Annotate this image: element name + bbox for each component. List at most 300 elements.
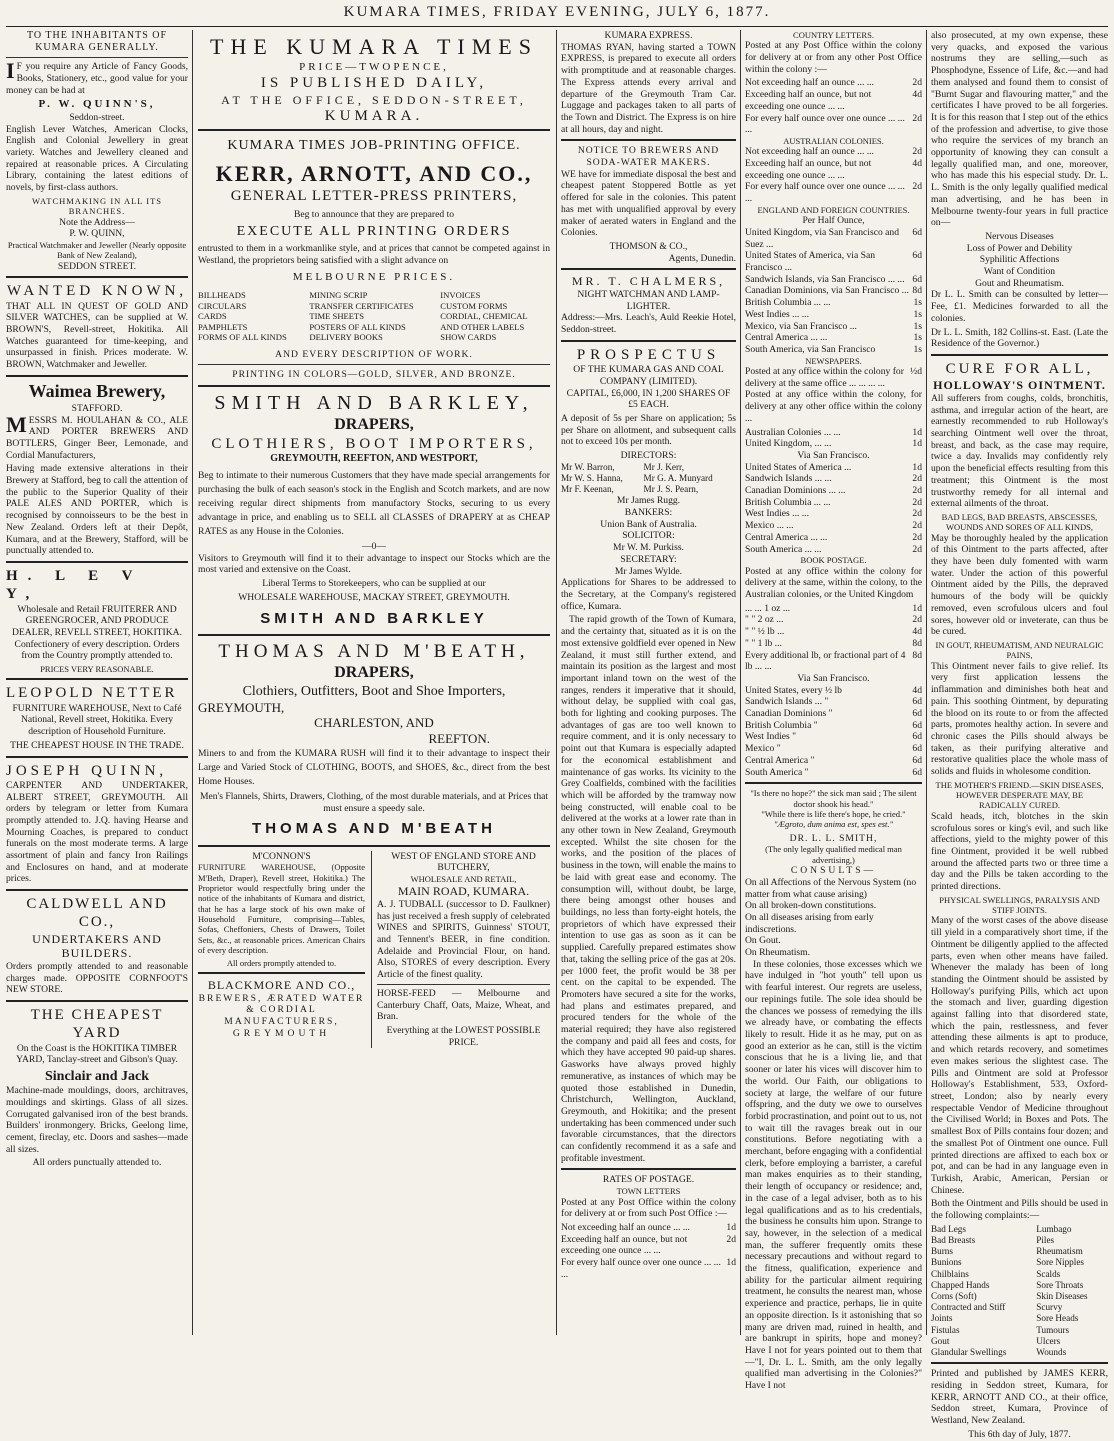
list-item: 6d [912, 273, 922, 285]
list-item: West Indies " [745, 731, 797, 743]
postage-heading: RATES OF POSTAGE. [602, 1174, 695, 1186]
waimea-place: STAFFORD. [71, 402, 123, 414]
both-heading: Both the Ointment and Pills should be used in the following complaints:— [931, 1198, 1108, 1222]
list-item: Central America ... ... [745, 531, 828, 543]
west-horse: HORSE-FEED — Melbourne and Canterbury Chaff, Oats, Maize, Wheat, and Bran. [377, 987, 550, 1023]
chalmers-sub: NIGHT WATCHMAN AND LAMP-LIGHTER. [577, 288, 720, 312]
list-item: Joints [931, 1313, 953, 1324]
masthead: KUMARA TIMES, FRIDAY EVENING, JULY 6, 1877. [343, 4, 771, 20]
list-item: 2d [912, 485, 922, 497]
country-heading: COUNTRY LETTERS. [793, 30, 874, 40]
gout-body: This Ointment never fails to give relief. Its very first application lessens the inflammation and diminishes both heat and pain. This soothing Ointment, by depurating the blood on its route to or from the affected parts, promotes healthy action. In severe and chronic cases the Pills should always be taken, as their purifying alterative and restorative qualities place the whole mass of solids and fluids in wholesome condition. [931, 660, 1108, 778]
kerr-body: entrusted to them in a workmanlike style, and at prices that cannot be competed against in Westland, the proprietors being satisfied with a slight advance on [198, 243, 550, 267]
bad-legs-body: May be thoroughly healed by the application of this Ointment to the parts affected, after they have been duly fomented with warm water. Under the action of this powerful Ointment aided by the Pills, the depraved humours of the body will be quickly removed, even scrofulous ulcers and foul sores, however old or inveterate, can thus be be cured. [931, 532, 1108, 638]
list-item: For every half ounce over one ounce ... ... ... [745, 112, 905, 136]
list-item: 1s [913, 297, 922, 309]
news-rates [745, 427, 922, 450]
caldwell-advert [6, 895, 188, 996]
list-item: Burns [931, 1246, 953, 1257]
town-letters: TOWN LETTERS [616, 1186, 681, 1197]
quote1: "Is there no hope?" the sick man said ; The silent doctor shook his head." [750, 788, 917, 809]
list-item: British Columbia ... ... [745, 297, 831, 309]
times-office: AT THE OFFICE, SEDDON-STREET, [221, 92, 527, 107]
list-item: Want of Condition [983, 266, 1056, 278]
bankers: Union Bank of Australia. [600, 518, 697, 530]
smith-places: GREYMOUTH, REEFTON, AND WESTPORT, [270, 453, 478, 465]
list-item: United States of America ... [745, 461, 852, 473]
caldwell-sub: UNDERTAKERS AND BUILDERS. [32, 931, 162, 961]
list-item: Sandwich Islands, via San Francisco ... ... [745, 273, 905, 285]
list-item: ... ... 1 oz ... [745, 602, 791, 614]
secretary: Mr James Wylde. [614, 565, 683, 577]
mcconnon-heading: M'CONNON'S [252, 850, 311, 862]
list-item: South America ... ... [745, 543, 822, 555]
list-item: 1s [913, 332, 922, 344]
list-item: Exceeding half an ounce, but not exceeding one ounce ... ... [561, 1233, 688, 1257]
smith-cont: also prosecuted, at my own expense, these very quacks, and exposed the various nostrums they are selling,—such as Phosphodyne, Essence of Life, &c.—and had them analysed and found them to consist of "Burnt Sugar and flavouring matter," and the certificates I have proved to be all forgeries. It is for this reason that I step out of the ethics of the profession and advertise, to give those who require the services of my branch an opportunity of knowing they can consult a legally qualified man, and one, moreover, who has made this his especial study. Dr. L. L. Smith is the only legally qualified medical man advertising, and he has been in Melbourne twenty-four years in full practice on— [931, 30, 1108, 229]
west-advert [371, 851, 550, 1049]
table-row [198, 311, 550, 321]
smith-heading: SMITH AND BARKLEY, [214, 392, 534, 415]
smith-liberal: Liberal Terms to Storekeepers, who can be supplied at our [262, 578, 486, 590]
times-price: PRICE—TWOPENCE, [299, 60, 449, 73]
list-item: Piles [1036, 1234, 1055, 1245]
west-sub: WHOLESALE AND RETAIL, [410, 873, 517, 884]
list-item: Central America " [745, 754, 815, 766]
list-item: CORDIAL, CHEMICAL [440, 311, 528, 322]
list-item: BILLHEADS [198, 290, 246, 301]
table-row [931, 1280, 1108, 1291]
prospectus-capital: CAPITAL, £6,000, IN 1,200 SHARES OF £5 EACH. [566, 387, 731, 411]
table-row [198, 290, 550, 300]
list-item: West Indies ... ... [745, 308, 809, 320]
column-5 [931, 30, 1108, 1440]
quinn-name: P. W. QUINN'S, [38, 98, 156, 111]
table-row [931, 1313, 1108, 1324]
quinn-list: English Lever Watches, American Clocks, English and Colonial Jewellery in great variety. Watches and Jewellery cleaned and repaired at reasonable prices. A Circulating Library, containing the latest editions of novels, by first-class authors. [6, 123, 188, 194]
foreign-heading: ENGLAND AND FOREIGN COUNTRIES. [757, 204, 910, 215]
levy-heading: H. L E V Y, [6, 567, 143, 603]
list-item: 2d [912, 531, 922, 543]
table-row [745, 685, 922, 697]
table-row [198, 301, 550, 311]
town-letters-body: Posted at any Post Office within the colony for delivery at or from such Post Office :— [561, 1196, 736, 1220]
table-row [561, 462, 736, 473]
netter-advert [6, 684, 188, 751]
table-row [745, 297, 922, 309]
list-item: 2d [912, 112, 922, 124]
table-row [745, 89, 922, 112]
book-body: Posted at any office within the colony for delivery at the same, within the colony, to the Australian colonies, or the United Kingdom [745, 565, 922, 601]
list-item: 1s [913, 320, 922, 332]
jquinn-advert [6, 762, 188, 886]
list-item: On all Affections of the Nervous System (no matter from what cause arising) [745, 876, 917, 900]
brewers-sign: THOMSON & CO., [609, 240, 688, 252]
list-item: For every half ounce over one ounce ... ... ... [561, 1257, 721, 1280]
waimea-heading: Waimea Brewery, [28, 380, 166, 401]
list-item: On Gout. [745, 935, 781, 947]
waimea-advert [6, 381, 188, 557]
table-row [931, 1235, 1108, 1246]
news-first: ½d [910, 366, 922, 378]
list-item: CIRCULARS [198, 300, 247, 311]
wanted-heading: WANTED KNOWN, [6, 283, 188, 300]
applications: Applications for Shares to be addressed to the Secretary, at the Company's registered office, Kumara. [561, 577, 736, 612]
list-item: Exceeding half an ounce, but not exceeding one ounce ... ... [745, 89, 872, 112]
list-item: Exceeding half an ounce, but not exceeding one ounce ... ... [745, 158, 872, 181]
list-item: 2d [912, 508, 922, 520]
column-rule [556, 30, 557, 1335]
times-pub: IS PUBLISHED DAILY, [260, 75, 488, 92]
kerr-every: AND EVERY DESCRIPTION OF WORK. [275, 348, 473, 360]
list-item: DELIVERY BOOKS [309, 332, 383, 343]
times-advert [198, 34, 550, 125]
director-last: Mr James Rugg. [616, 495, 681, 507]
kerr-announce: Beg to announce that they are prepared to [293, 208, 455, 220]
table-row [931, 1291, 1108, 1302]
table-row [198, 332, 550, 342]
kerr-heading: KERR, ARNOTT, AND CO., [215, 160, 533, 186]
list-item: " " 2 oz ... [745, 614, 784, 626]
book-via: Via San Francisco. [797, 672, 870, 684]
bottom-adverts [198, 851, 550, 1049]
smith-drapers: DRAPERS, [334, 416, 414, 434]
list-item: 6d [912, 766, 922, 778]
list-item: 1d [912, 438, 922, 450]
job-office: KUMARA TIMES JOB-PRINTING OFFICE. [227, 138, 521, 154]
table-row [745, 250, 922, 273]
list-item: United Kingdom, via San Francisco and Suez ... [745, 226, 900, 250]
table-row [745, 227, 922, 250]
table-row [745, 309, 922, 321]
list-item: Not exceeding half an ounce ... ... [561, 1221, 690, 1233]
caldwell-heading: CALDWELL AND CO., [26, 896, 168, 931]
news-via: Via San Francisco. [797, 449, 870, 461]
smith-barkley-advert: SMITH AND BARKLEY, DRAPERS, CLOTHIERS, BOOT IMPORTERS, GREYMOUTH, REEFTON, AND WESTPORT, Beg to intimate to their numerous Customers that they have made special arrangements for purchasing the bulk of each season's stock in the English and Scotch markets, and are now receiving regular direct shipments from manufactory Stocks, securing to us every advantage in price, and enabling us to SELL all CLASSES of DRAPERY at as CHEAP RATES as any House in the Colonies. —0— Visitors to Greymouth will find it to their advantage to inspect our Stocks which are the most varied and extensive on the Coast. Liberal Terms to Storekeepers, who can be supplied at our WHOLESALE WAREHOUSE, MACKAY STREET, GREYMOUTH. SMITH AND BARKLEY [198, 392, 550, 627]
list-item: British Columbia ... ... [745, 496, 831, 508]
table-row [745, 767, 922, 779]
aus-heading: AUSTRALIAN COLONIES. [783, 135, 884, 146]
blackmore-town: GREYMOUTH [232, 1027, 331, 1039]
news-body: Posted at any office within the colony for delivery at the same office ... ... ... ... [745, 366, 904, 389]
table-row [561, 1222, 736, 1234]
book-extra: Every additional lb, or fractional part of 4 lb ... ... [745, 649, 906, 673]
list-item: 1d [726, 1221, 736, 1233]
kerr-melb: MELBOURNE PRICES. [292, 270, 456, 283]
list-item: Sore Throats [1036, 1279, 1084, 1290]
kerr-execute: EXECUTE ALL PRINTING ORDERS [236, 224, 512, 240]
list-item: 2d [912, 543, 922, 555]
list-item: 2d [912, 181, 922, 193]
table-row [931, 1302, 1108, 1313]
list-item: Chapped Hands [931, 1279, 990, 1290]
chalmers-addr: Address:—Mrs. Leach's, Auld Reekie Hotel, Seddon-street. [561, 312, 736, 336]
list-item: 1s [913, 343, 922, 355]
brown-advert [6, 282, 188, 371]
list-item: FORMS OF ALL KINDS [198, 332, 287, 343]
smith-name: DR. L. L. SMITH, [789, 832, 878, 844]
list-item: United States, every ½ lb [745, 684, 842, 696]
prospectus-deposit: A deposit of 5s per Share on application; 5s per Share on allotment, and subsequent calls not to exceed 10s per month. [561, 412, 736, 448]
tm-sub: Clothiers, Outfitters, Boot and Shoe Importers, [242, 683, 506, 699]
brewers-heading: NOTICE TO BREWERS AND SODA-WATER MAKERS. [577, 145, 720, 169]
list-item: " " 1 lb ... [745, 637, 782, 649]
list-item: 1d [912, 426, 922, 438]
foreign-rates [745, 227, 922, 356]
table-row [745, 285, 922, 297]
list-item: 6d [912, 743, 922, 755]
table-row [745, 427, 922, 439]
table-row [745, 497, 922, 509]
table-row [561, 473, 736, 484]
table-row [561, 1234, 736, 1257]
news-via-rates [745, 462, 922, 556]
quinn-heading: TO THE INHABITANTS OF KUMARA GENERALLY. [26, 30, 168, 54]
list-item: South America, via San Francisco [745, 343, 876, 355]
list-item: INVOICES [440, 290, 481, 301]
gout: IN GOUT, RHEUMATISM, AND NEURALGIC PAINS, [935, 639, 1104, 661]
list-item: Mr J. Kerr, [643, 461, 685, 472]
list-item: 6d [912, 731, 922, 743]
list-item: 8d [912, 637, 922, 649]
cure-heading: CURE FOR ALL, [945, 360, 1094, 377]
netter-body: FURNITURE WAREHOUSE, Next to Café National, Revell street, Hokitika. Every description of Household Furniture. [12, 702, 182, 738]
express-body: THOMAS RYAN, having started a TOWN EXPRESS, is prepared to execute all orders with promptitude and at reasonable charges. The Express attends every arrival and departure of the Greymouth Tram Car. Luggage and packages taken to all parts of the Town and District. The Express is on hire at all hours, day and night. [561, 41, 736, 135]
express-heading: KUMARA EXPRESS. [604, 30, 693, 41]
tm-bar: THOMAS AND M'BEATH [252, 820, 496, 838]
quinn-addr2: Practical Watchmaker and Jeweller (Nearly opposite Bank of New Zealand), [7, 239, 187, 261]
table-row [745, 731, 922, 743]
list-item: Bad Breasts [931, 1234, 976, 1245]
list-item: Sandwich Islands ... " [745, 696, 829, 708]
country-body: Posted at any Post Office within the colony for delivery at or from any other Post Office within the colony :— [745, 40, 922, 75]
list-item: Gout [931, 1335, 950, 1346]
list-item: On all diseases arising from early indiscretions. [745, 911, 874, 935]
list-item: Skin Diseases [1036, 1291, 1088, 1302]
yard-advert [6, 1006, 188, 1169]
list-item: TRANSFER CERTIFICATES [309, 300, 414, 311]
list-item: CUSTOM FORMS [440, 300, 508, 311]
list-item: Tumours [1036, 1324, 1070, 1335]
book-heading: BOOK POSTAGE. [800, 555, 867, 566]
table-row [745, 520, 922, 532]
table-row [745, 638, 922, 650]
list-item: 1d [726, 1257, 736, 1269]
table-row [931, 1246, 1108, 1257]
table-row [931, 1257, 1108, 1268]
mcconnon-body: FURNITURE WAREHOUSE, (Opposite M'Beth, Draper), Revell street, Hokitika.) The Proprietor would respectfully bring under the notice of the inhabitants of Kumara and district, that he has a large stock of his own make of Household Furniture, comprising—Tables, Sofas, Cheffoniers, Chests of Drawers, Toilet Sets, &c., at reasonable prices. American Chairs of every description. [198, 862, 366, 956]
list-item: British Columbia " [745, 719, 818, 731]
sinclair-heading: Sinclair and Jack [45, 1069, 149, 1085]
quote2: "While there is life there's hope, he cried." [761, 809, 906, 819]
column-3 [561, 30, 736, 1335]
west-addr: MAIN ROAD, KUMARA. [397, 884, 530, 899]
wanted-body: THAT ALL IN QUEST OF GOLD AND SILVER WATCHES, can be supplied at W. BROWN'S, Revell-street, Hokitika. All Watches guaranteed for time-keeping, and unsurpassed in finish. Prices moderate. W. BROWN, Watchmaker and Jeweller. [6, 300, 188, 371]
list-item: 6d [912, 708, 922, 720]
list-item: West Indies ... ... [745, 508, 809, 520]
list-item: 6d [912, 250, 922, 262]
list-item: Canadian Dominions " [745, 708, 833, 720]
list-item: 4d [912, 89, 922, 101]
table-row [745, 366, 922, 389]
prospectus-heading: PROSPECTUS [576, 346, 721, 363]
list-item: Wounds [1036, 1347, 1067, 1358]
list-item: Contracted and Stiff [931, 1302, 1006, 1313]
list-item: 2d [912, 146, 922, 158]
levy-prices: PRICES VERY REASONABLE. [40, 664, 154, 675]
levy-body: Wholesale and Retail FRUITERER AND GREENGROCER, AND PRODUCE DEALER, REVELL STREET, HOKITIKA. Confectionery of every description. Orders from the Country promptly attended to. [12, 603, 182, 662]
list-item: Sore Nipples [1036, 1257, 1084, 1268]
holloway-heading: HOLLOWAY'S OINTMENT. [933, 378, 1106, 393]
print-date: This 6th day of July, 1877. [968, 1428, 1071, 1440]
list-item: Loss of Power and Debility [966, 242, 1073, 254]
list-item: Rheumatism [1036, 1246, 1083, 1257]
list-item: 4d [912, 684, 922, 696]
list-item: Sandwich Islands ... ... [745, 473, 832, 485]
printed-by: Printed and published by JAMES KERR, residing in Seddon street, Kumara, for KERR, ARNOTT AND CO., at their office, Seddon street, Kumara, Province of Westland, New Zealand. [931, 1368, 1108, 1427]
list-item: 2d [912, 77, 922, 89]
table-row [745, 158, 922, 181]
mcconnon-end: All orders promptly attended to. [226, 957, 337, 968]
column-rule [192, 30, 193, 1335]
list-item: 6d [912, 696, 922, 708]
country-rates [745, 77, 922, 136]
smith-bar: SMITH AND BARKLEY [260, 609, 488, 627]
quinn-watchmaking: WATCHMAKING IN ALL ITS BRANCHES. [31, 195, 163, 217]
list-item: Sore Heads [1036, 1313, 1079, 1324]
table-row [745, 438, 922, 450]
mcconnon-blackmore-adverts [198, 851, 365, 1049]
list-item: Syphilitic Affections [979, 254, 1060, 266]
swellings: PHYSICAL SWELLINGS, PARALYSIS AND STIFF JOINTS. [939, 894, 1100, 916]
list-item: 1d [912, 461, 922, 473]
list-item: PAMPHLETS [198, 321, 248, 332]
list-item: Mr J. S. Pearn, [643, 484, 699, 495]
smith-body: Beg to intimate to their numerous Customers that they have made special arrangements for purchasing the bulk of each season's stock in the English and Scotch markets, and are now receiving regular direct shipments from manufactory Stocks, securing to us every advantage in price, and enabling us to SELL all CLASSES of DRAPERY at as CHEAP RATES as any House in the Colonies. [198, 470, 550, 538]
column-rule [740, 30, 741, 1335]
quinn-advert [6, 30, 188, 272]
list-item: Corns (Soft) [931, 1291, 977, 1302]
list-item: Mexico ... ... [745, 520, 794, 532]
news-body2: Posted at any office within the colony, for delivery at any other office within the colony ... [745, 389, 922, 424]
list-item: 2d [912, 614, 922, 626]
foreign-sub: Per Half Ounce, [802, 215, 865, 227]
table-row [745, 485, 922, 497]
consult-list [745, 877, 922, 959]
list-item: 1d [912, 602, 922, 614]
list-item: Bunions [931, 1257, 962, 1268]
times-town: KUMARA. [324, 108, 424, 125]
sinclair-end: All orders punctually attended to. [32, 1157, 162, 1169]
table-row [561, 1257, 736, 1280]
table-row [745, 650, 922, 673]
prospectus-body: The rapid growth of the Town of Kumara, and the certainty that, situated as it is on the most extensive goldfield ever opened in New Zealand, it must still further extend, and maintain its position as the largest and most important inland town on the west of the ranges, renders it imperative that it should, without delay, be supplied with coal gas, both for lighting and cooking purposes. The advantages of gas are too well known to require comment, and it is only necessary to point out that Kumara is especially adapted for the economical establishment and maintenance of gas works. Its vicinity to the Grey Coalfields, combined with the facilities which will be afforded by the tramway now being constructed, will enable coal to be delivered at the works at a lower rate than in any other town in New Zealand, Greymouth excepted. Whilst the site chosen for the works, and the position of the places of business in the town, will enable the mains to be laid with great ease and economy. The consumption will, without doubt, be large, there being amongst other houses and buildings, no less than forty-eight hotels, the proprietors of which have expressed their intention to use gas as soon as it can be supplied. Carefully prepared estimates show that, taking the selling price of the gas at 20s. per 1000 feet, the profit would be 38 per cent. on the capital to be expended. The Promoters have secured a site for the works, had plans and estimates prepared, and procured tenders for the whole of the material required; they have also registered the company and paid all fees and costs, for which they have accepted 90 paid-up shares. Gasworks have always proved highly remunerative, as instances of which may be quoted those established in Dunedin, Christchurch, Wellington, Auckland, Greymouth, and Hokitika; and the present undertaking has been commenced under such favorable circumstances, that the directors can confidently recommend it as a safe and profitable investment. [561, 614, 736, 1164]
mother: THE MOTHER'S FRIEND.—SKIN DISEASES, HOWEVER DESPERATE MAY, BE RADICALLY CURED. [935, 779, 1104, 811]
smith-wholesale: WHOLESALE WAREHOUSE, MACKAY STREET, GREYMOUTH. [238, 591, 510, 603]
table-row [745, 274, 922, 286]
table-row [198, 322, 550, 332]
list-item: United Kingdom, ... ... [745, 438, 832, 450]
list-item: Mr W. S. Hanna, [561, 472, 623, 483]
list-item: AND OTHER LABELS [440, 321, 525, 332]
town-rates [561, 1222, 736, 1281]
sinclair-body: Machine-made mouldings, doors, architraves, mouldings and skirtings. Glass of all sizes. Corrugated galvanised iron of the best brands. Builders' ironmongery. Bricks, Geelong lime, cement, fireclay, etc. Doors and sashes—made all sizes. [6, 1085, 188, 1155]
list-item: Mr W. Barron, [561, 461, 615, 472]
column-rule [926, 30, 927, 1335]
list-item: 4d [912, 626, 922, 638]
list-item: 2d [912, 520, 922, 532]
prospectus-sub: OF THE KUMARA GAS AND COAL COMPANY (LIMITED). [573, 364, 724, 387]
list-item: South America " [745, 766, 809, 778]
smith-sub: CLOTHIERS, BOOT IMPORTERS, [211, 435, 537, 452]
book-via-rates [745, 685, 922, 779]
chalmers-heading: MR. T. CHALMERS, [571, 274, 726, 289]
table-row [745, 332, 922, 344]
table-row [745, 708, 922, 720]
yard-heading: THE CHEAPEST YARD [30, 1007, 164, 1042]
tm-charleston: CHARLESTON, AND [314, 715, 434, 731]
directors-table [561, 462, 736, 496]
list-item: Chilblains [931, 1268, 969, 1279]
aus-rates [745, 146, 922, 205]
list-item: Lumbago [1036, 1223, 1072, 1234]
tm-body: Miners to and from the KUMARA RUSH will find it to their advantage to inspect their Large and Varied Stock of CLOTHING, BOOTS, and SHOES, &c., direct from the best Home Houses. [198, 748, 550, 787]
list-item: Scurvy [1036, 1302, 1063, 1313]
list-item: 2d [726, 1233, 736, 1245]
yard-body: On the Coast is the HOKITIKA TIMBER YARD, Tanclay-street and Gibson's Quay. [16, 1042, 178, 1066]
list-item: Mexico " [745, 743, 781, 755]
table-row [931, 1325, 1108, 1336]
solicitor: Mr W. M. Purkiss. [613, 542, 684, 554]
tm-reefton: REEFTON. [428, 731, 490, 747]
tm-grey: GREYMOUTH, [198, 699, 285, 715]
complaints-table [931, 1224, 1108, 1359]
list-item: 6d [912, 754, 922, 766]
list-item: TIME SHEETS [309, 311, 365, 322]
list-item: United States of America, via San Francisco ... [745, 250, 876, 274]
list-item: Scalds [1036, 1268, 1061, 1279]
blackmore-heading: BLACKMORE AND CO., [207, 977, 356, 992]
table-row [931, 1347, 1108, 1358]
print-items-table [198, 290, 550, 342]
quinn-addr1: P. W. QUINN, [69, 228, 125, 240]
netter-cheapest: THE CHEAPEST HOUSE IN THE TRADE. [10, 739, 184, 751]
list-item: " " ½ lb ... [745, 626, 785, 638]
list-item: POSTERS OF ALL KINDS [309, 321, 406, 332]
list-item: Mr F. Keenan, [561, 484, 614, 495]
list-item: On all broken-down constitutions. [745, 900, 877, 912]
book-rates [745, 603, 922, 673]
table-row [745, 462, 922, 474]
quinn-street: Seddon-street. [69, 111, 125, 123]
news-heading: NEWSPAPERS. [805, 355, 862, 366]
kerr-advert [198, 137, 550, 381]
list-item: Central America ... ... [745, 332, 828, 344]
west-end: Everything at the LOWEST POSSIBLE PRICE. [386, 1025, 541, 1048]
list-item: 1s [913, 308, 922, 320]
smith-list [931, 231, 1108, 290]
list-item: Mexico, via San Francisco ... [745, 320, 857, 332]
table-row [561, 484, 736, 495]
list-item: Canadian Dominions, via San Francisco ... [745, 285, 909, 297]
holloway-body: All sufferers from coughs, colds, bronchitis, asthma, and irregular action of the heart, are earnestly recommended to rub Holloway's searching Ointment well over the throat, breast, and back, as the case may require, twice a day. Invalids may confidently rely upon the beneficial effects resulting from this treatment; this Ointment is the most trustworthy remedy for all internal and external ailments of the throat. [931, 392, 1108, 510]
caldwell-body: Orders promptly attended to and reasonable charges made. OPPOSITE CORNFOOT'S NEW STORE. [6, 961, 188, 996]
tm-drapers: DRAPERS, [334, 663, 414, 681]
houlahan-body: Having made extensive alterations in their Brewery at Stafford, beg to call the attention of the public to the Superior Quality of their PALE ALES AND PORTER, which is recognised by connoisseurs to be the best in New Zealand. Orders left at their Depôt, Kumara, and at the Brewery, Stafford, will be punctually attended to. [6, 463, 188, 557]
swellings-body: Many of the worst cases of the above disease till yield in a comparatively short time, if the Ointment be diligently applied to the affected parts, even when other means have failed. Whenever the malady has been of long standing the Ointment should be assisted by Holloway's purifying Pills, which act upon the stomach and liver, guarding digestion against falling into that disordered state, which the pain, restlessness, and fever attending these ailments is apt to produce, and which retards recovery, and sometimes even makes serious the slightest case. The Pills and Ointment are sold at Professor Holloway's Establishment, 533, Oxford-street, London; also by nearly every respectable Vendor of Medicine throughout the Civilised World; in Boxes and Pots. The smallest Box of Pills contains four dozen; and the smallest Pot of Ointment one ounce. Full printed directions are affixed to each box or pot, and can be had in any language even in Turkish, Arabic, American, Persian or Chinese. [931, 915, 1108, 1196]
table-row [745, 146, 922, 158]
column-1 [6, 30, 188, 1335]
